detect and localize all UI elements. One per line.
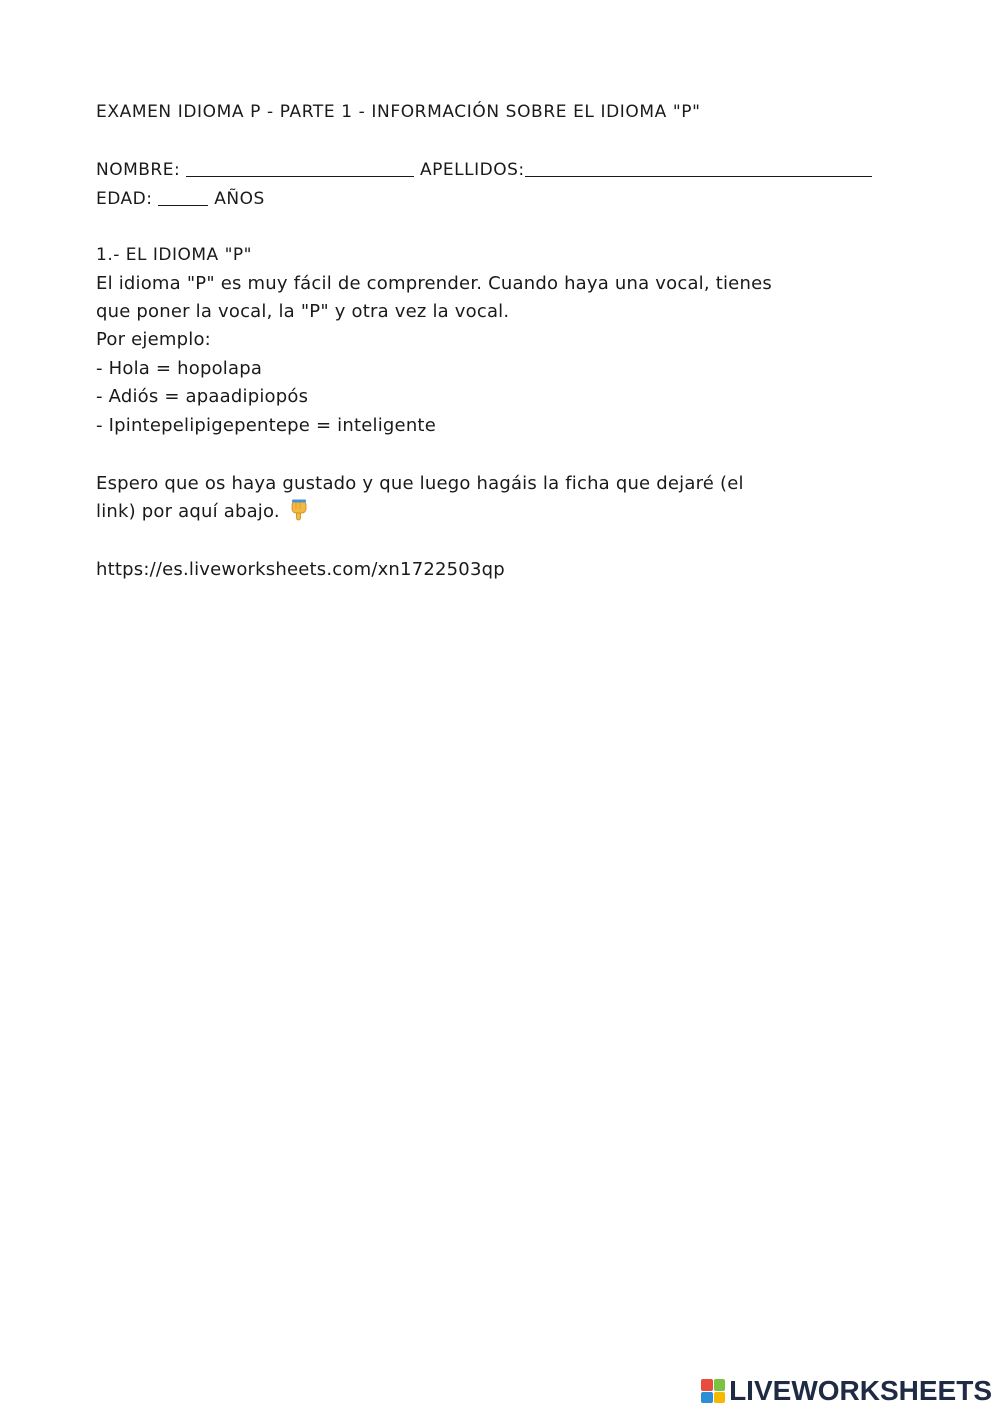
worksheet-link-text[interactable]: https://es.liveworksheets.com/xn1722503qp xyxy=(96,559,505,580)
paragraph-line: que poner la vocal, la "P" y otra vez la vocal. xyxy=(96,301,510,322)
worksheet-link[interactable] xyxy=(96,556,505,584)
outro-line-text: link) por aquí abajo. xyxy=(96,501,280,522)
example-item: - Adiós = apaadipiopós xyxy=(96,386,309,407)
apellidos-field[interactable] xyxy=(525,158,872,177)
liveworksheets-logo-icon xyxy=(701,1379,725,1403)
apellidos-label: APELLIDOS: xyxy=(420,160,525,180)
page-title: EXAMEN IDIOMA P - PARTE 1 - INFORMACIÓN SOBRE EL IDIOMA "P" xyxy=(96,102,701,122)
edad-field[interactable] xyxy=(158,187,208,206)
outro-line-with-icon xyxy=(96,498,308,526)
example-item: - Ipintepelipigepentepe = inteligente xyxy=(96,415,436,436)
example-item: - Hola = hopolapa xyxy=(96,358,263,379)
logo-text: LIVEWORKSHEETS xyxy=(729,1375,992,1406)
edad-unit: AÑOS xyxy=(214,189,265,209)
name-row xyxy=(96,156,872,184)
section-heading: 1.- EL IDIOMA "P" xyxy=(96,245,252,265)
liveworksheets-logo xyxy=(701,1373,992,1409)
paragraph-line: El idioma "P" es muy fácil de comprender. Cuando haya una vocal, tienes xyxy=(96,273,772,294)
hand-pointing-down-icon xyxy=(290,499,308,521)
nombre-label: NOMBRE: xyxy=(96,160,181,180)
age-row xyxy=(96,185,265,213)
nombre-field[interactable] xyxy=(186,158,414,177)
example-intro: Por ejemplo: xyxy=(96,329,211,350)
edad-label: EDAD: xyxy=(96,189,153,209)
outro-line: Espero que os haya gustado y que luego hagáis la ficha que dejaré (el xyxy=(96,473,744,494)
